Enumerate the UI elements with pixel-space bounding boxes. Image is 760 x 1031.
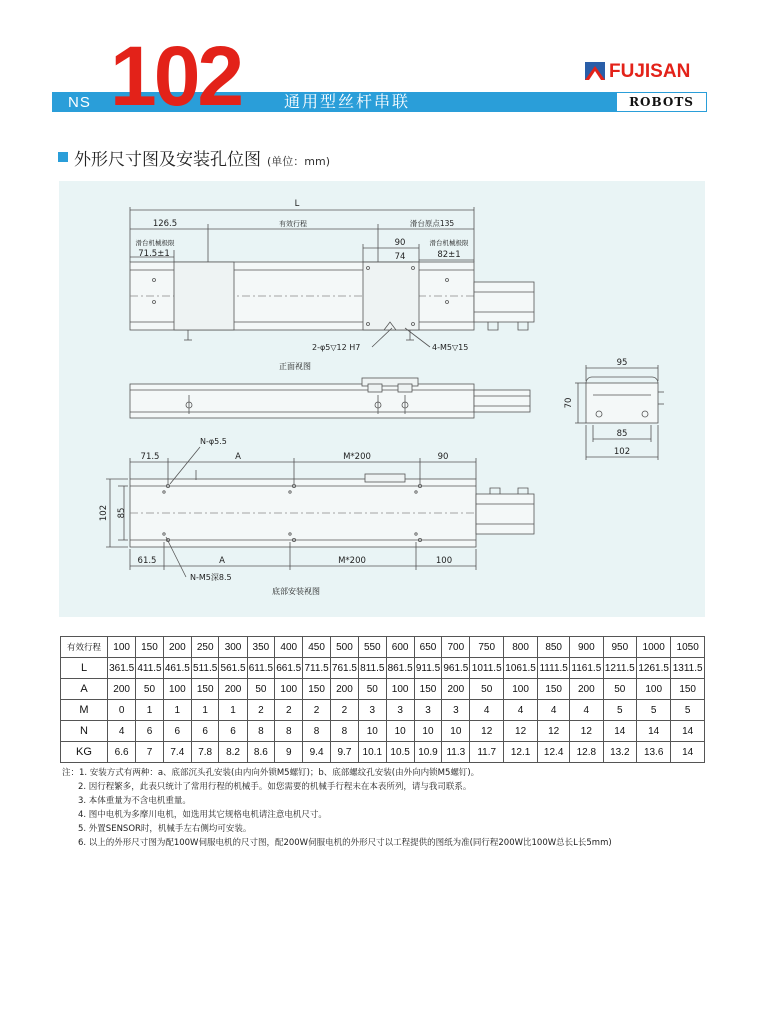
dim-A-top: A bbox=[235, 452, 241, 462]
brand-name: FUJISAN bbox=[609, 61, 691, 82]
table-cell: 4 bbox=[570, 700, 603, 721]
table-cell: 6 bbox=[136, 721, 163, 742]
table-cell: 7 bbox=[136, 742, 163, 763]
table-cell: 200 bbox=[570, 679, 603, 700]
model-number: 102 bbox=[110, 29, 242, 123]
table-cell: 12 bbox=[538, 721, 570, 742]
note-3: 3. 本体重量为不含电机重量。 bbox=[78, 796, 191, 806]
table-cell: 10 bbox=[414, 721, 441, 742]
product-subtitle: 通用型丝杆串联 bbox=[284, 92, 411, 111]
table-cell: 4 bbox=[538, 700, 570, 721]
dim-n-hole: N-φ5.5 bbox=[200, 437, 227, 446]
dim-M200-top: M*200 bbox=[343, 452, 371, 462]
table-cell: 600 bbox=[386, 637, 414, 658]
table-cell: 761.5 bbox=[330, 658, 358, 679]
table-cell: 9.4 bbox=[303, 742, 330, 763]
table-cell: 8.6 bbox=[247, 742, 274, 763]
table-cell: 711.5 bbox=[303, 658, 330, 679]
table-cell: 661.5 bbox=[275, 658, 303, 679]
table-cell: 0 bbox=[108, 700, 136, 721]
table-cell: 10.1 bbox=[359, 742, 386, 763]
table-cell: 650 bbox=[414, 637, 441, 658]
table-cell: 100 bbox=[163, 679, 191, 700]
dimension-drawing bbox=[59, 181, 705, 617]
table-cell: 200 bbox=[219, 679, 247, 700]
table-cell: 750 bbox=[470, 637, 503, 658]
dim-90-bottom: 90 bbox=[437, 452, 449, 462]
table-cell: 350 bbox=[247, 637, 274, 658]
table-cell: 150 bbox=[414, 679, 441, 700]
dim-74: 74 bbox=[394, 252, 406, 262]
spec-table bbox=[60, 636, 705, 763]
dim-61-5: 61.5 bbox=[137, 556, 157, 566]
front-slider bbox=[363, 262, 419, 330]
table-cell: 100 bbox=[503, 679, 537, 700]
table-cell: 50 bbox=[359, 679, 386, 700]
dim-pin-hole: 2-φ5▽12 H7 bbox=[312, 343, 361, 352]
table-row bbox=[61, 679, 705, 700]
dim-82-tol: 82±1 bbox=[437, 250, 461, 260]
table-cell: 10 bbox=[386, 721, 414, 742]
table-cell: 6 bbox=[163, 721, 191, 742]
table-cell: 100 bbox=[637, 679, 671, 700]
table-cell: 461.5 bbox=[163, 658, 191, 679]
table-cell: 14 bbox=[637, 721, 671, 742]
table-cell: 1111.5 bbox=[538, 658, 570, 679]
table-cell: 150 bbox=[303, 679, 330, 700]
table-cell: 1261.5 bbox=[637, 658, 671, 679]
dim-limit-right: 滑台机械极限 bbox=[429, 239, 469, 247]
section-title-text: 外形尺寸图及安装孔位图 bbox=[74, 150, 261, 170]
table-cell: 100 bbox=[108, 637, 136, 658]
row-header: 有效行程 bbox=[61, 637, 108, 658]
table-cell: 2 bbox=[303, 700, 330, 721]
table-cell: 7.8 bbox=[191, 742, 218, 763]
table-cell: 10 bbox=[442, 721, 470, 742]
table-cell: 14 bbox=[603, 721, 636, 742]
table-cell: 950 bbox=[603, 637, 636, 658]
section-unit: (单位：mm) bbox=[267, 155, 331, 168]
table-cell: 12 bbox=[503, 721, 537, 742]
table-cell: 561.5 bbox=[219, 658, 247, 679]
table-cell: 800 bbox=[503, 637, 537, 658]
table-cell: 5 bbox=[603, 700, 636, 721]
section-title bbox=[74, 145, 330, 170]
table-cell: 1 bbox=[136, 700, 163, 721]
table-cell: 500 bbox=[330, 637, 358, 658]
dim-102-side: 102 bbox=[613, 447, 631, 457]
table-cell: 50 bbox=[470, 679, 503, 700]
table-cell: 13.2 bbox=[603, 742, 636, 763]
table-cell: 6 bbox=[191, 721, 218, 742]
table-cell: 3 bbox=[414, 700, 441, 721]
table-cell: 400 bbox=[275, 637, 303, 658]
row-header: KG bbox=[61, 742, 108, 763]
table-cell: 4 bbox=[503, 700, 537, 721]
end-view-body bbox=[586, 383, 658, 423]
table-cell: 550 bbox=[359, 637, 386, 658]
dim-71-5-tol: 71.5±1 bbox=[138, 249, 170, 259]
dim-85-side: 85 bbox=[616, 429, 628, 439]
table-cell: 850 bbox=[538, 637, 570, 658]
table-cell: 10.9 bbox=[414, 742, 441, 763]
table-cell: 4 bbox=[470, 700, 503, 721]
table-cell: 150 bbox=[538, 679, 570, 700]
table-cell: 50 bbox=[603, 679, 636, 700]
table-cell: 811.5 bbox=[359, 658, 386, 679]
dim-100: 100 bbox=[435, 556, 453, 566]
brand-logo-icon bbox=[585, 62, 605, 80]
table-cell: 14 bbox=[671, 721, 705, 742]
table-cell: 1211.5 bbox=[603, 658, 636, 679]
table-cell: 700 bbox=[442, 637, 470, 658]
table-cell: 9 bbox=[275, 742, 303, 763]
table-cell: 50 bbox=[136, 679, 163, 700]
table-cell: 1000 bbox=[637, 637, 671, 658]
dim-71-5: 71.5 bbox=[140, 452, 160, 462]
table-cell: 13.6 bbox=[637, 742, 671, 763]
table-cell: 150 bbox=[671, 679, 705, 700]
note-2: 2. 因行程繁多，此表只统计了常用行程的机械手。如您需要的机械手行程未在本表所列，请与我司联系。 bbox=[78, 782, 472, 792]
table-cell: 150 bbox=[136, 637, 163, 658]
table-cell: 511.5 bbox=[191, 658, 218, 679]
dim-limit-left: 滑台机械极限 bbox=[135, 239, 175, 247]
table-cell: 3 bbox=[359, 700, 386, 721]
table-cell: 6.6 bbox=[108, 742, 136, 763]
table-cell: 1 bbox=[219, 700, 247, 721]
table-cell: 3 bbox=[442, 700, 470, 721]
table-row bbox=[61, 700, 705, 721]
table-row bbox=[61, 658, 705, 679]
dim-L: L bbox=[294, 199, 300, 209]
table-cell: 8.2 bbox=[219, 742, 247, 763]
brand-tag: ROBOTS bbox=[616, 92, 707, 112]
table-cell: 12.8 bbox=[570, 742, 603, 763]
dim-126-5: 126.5 bbox=[152, 219, 178, 229]
table-cell: 8 bbox=[275, 721, 303, 742]
table-cell: 1061.5 bbox=[503, 658, 537, 679]
dim-n-m5: N-M5深8.5 bbox=[190, 573, 232, 582]
table-cell: 5 bbox=[637, 700, 671, 721]
table-cell: 1161.5 bbox=[570, 658, 603, 679]
dim-A-bottom: A bbox=[219, 556, 225, 566]
table-cell: 2 bbox=[330, 700, 358, 721]
table-cell: 10.5 bbox=[386, 742, 414, 763]
note-4: 4. 图中电机为多摩川电机，如选用其它规格电机请注意电机尺寸。 bbox=[78, 810, 327, 820]
series-label: NS bbox=[68, 94, 91, 111]
row-header: L bbox=[61, 658, 108, 679]
table-cell: 5 bbox=[671, 700, 705, 721]
note-1: 注：1. 安装方式有两种：a、底部沉头孔安装(由内向外锁M5螺钉)；b、底部螺纹孔安装(由外向内锁M5螺钉)。 bbox=[62, 768, 480, 778]
table-cell: 50 bbox=[247, 679, 274, 700]
table-cell: 11.3 bbox=[442, 742, 470, 763]
table-cell: 861.5 bbox=[386, 658, 414, 679]
dim-90: 90 bbox=[394, 238, 406, 248]
note-6: 6. 以上的外形尺寸图为配100W伺服电机的尺寸图，配200W伺服电机的外形尺寸以工程提供的图纸为准(同行程200W比100W总长L长5mm) bbox=[78, 838, 612, 848]
table-cell: 8 bbox=[247, 721, 274, 742]
dim-85-vertical: 85 bbox=[117, 507, 127, 519]
table-cell: 1011.5 bbox=[470, 658, 503, 679]
table-cell: 4 bbox=[108, 721, 136, 742]
table-cell: 12 bbox=[470, 721, 503, 742]
table-cell: 961.5 bbox=[442, 658, 470, 679]
table-cell: 450 bbox=[303, 637, 330, 658]
table-cell: 7.4 bbox=[163, 742, 191, 763]
row-header: A bbox=[61, 679, 108, 700]
table-cell: 911.5 bbox=[414, 658, 441, 679]
table-cell: 150 bbox=[191, 679, 218, 700]
row-header: M bbox=[61, 700, 108, 721]
table-cell: 411.5 bbox=[136, 658, 163, 679]
table-cell: 8 bbox=[330, 721, 358, 742]
table-row bbox=[61, 637, 705, 658]
table-cell: 1 bbox=[191, 700, 218, 721]
dim-70: 70 bbox=[564, 397, 574, 409]
table-cell: 11.7 bbox=[470, 742, 503, 763]
table-cell: 200 bbox=[442, 679, 470, 700]
table-cell: 1 bbox=[163, 700, 191, 721]
front-left-block bbox=[174, 262, 234, 330]
table-cell: 200 bbox=[163, 637, 191, 658]
table-cell: 3 bbox=[386, 700, 414, 721]
front-view-label: 正面视图 bbox=[279, 362, 311, 371]
table-cell: 6 bbox=[219, 721, 247, 742]
dim-effective-stroke: 有效行程 bbox=[279, 220, 307, 228]
table-row bbox=[61, 721, 705, 742]
table-cell: 200 bbox=[330, 679, 358, 700]
table-cell: 611.5 bbox=[247, 658, 274, 679]
table-cell: 300 bbox=[219, 637, 247, 658]
dim-95: 95 bbox=[616, 358, 628, 368]
table-row bbox=[61, 742, 705, 763]
dim-origin-point: 滑台原点135 bbox=[409, 219, 455, 228]
table-cell: 250 bbox=[191, 637, 218, 658]
table-cell: 10 bbox=[359, 721, 386, 742]
bottom-view-label: 底部安装视图 bbox=[272, 587, 320, 596]
table-cell: 200 bbox=[108, 679, 136, 700]
notes bbox=[62, 766, 612, 850]
side-view-body bbox=[130, 384, 474, 418]
table-cell: 2 bbox=[247, 700, 274, 721]
note-5: 5. 外置SENSOR时，机械手左右侧均可安装。 bbox=[78, 824, 252, 834]
table-cell: 12.4 bbox=[538, 742, 570, 763]
dim-M200-bottom: M*200 bbox=[338, 556, 366, 566]
table-cell: 900 bbox=[570, 637, 603, 658]
table-cell: 14 bbox=[671, 742, 705, 763]
table-cell: 12 bbox=[570, 721, 603, 742]
table-cell: 1050 bbox=[671, 637, 705, 658]
dim-102-vertical: 102 bbox=[99, 504, 109, 522]
table-cell: 361.5 bbox=[108, 658, 136, 679]
table-cell: 100 bbox=[386, 679, 414, 700]
front-motor bbox=[474, 282, 534, 322]
section-marker bbox=[58, 152, 68, 162]
table-cell: 1311.5 bbox=[671, 658, 705, 679]
table-cell: 2 bbox=[275, 700, 303, 721]
table-cell: 12.1 bbox=[503, 742, 537, 763]
table-cell: 8 bbox=[303, 721, 330, 742]
row-header: N bbox=[61, 721, 108, 742]
table-cell: 100 bbox=[275, 679, 303, 700]
dim-tap-hole: 4-M5▽15 bbox=[432, 343, 469, 352]
table-cell: 9.7 bbox=[330, 742, 358, 763]
